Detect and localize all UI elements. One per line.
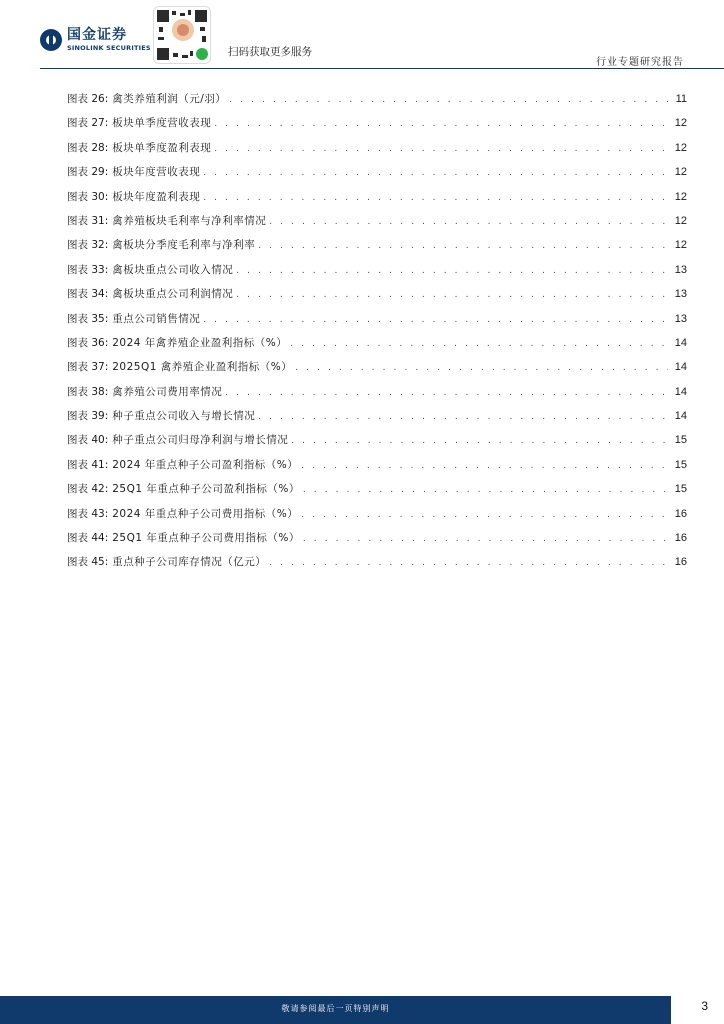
wechat-icon: [196, 48, 208, 60]
toc-entry[interactable]: [67, 359, 687, 383]
toc-leader-dots: [258, 241, 668, 251]
toc-entry-page: 15: [674, 434, 687, 447]
toc-entry-title: 禽养殖公司费用率情况: [112, 385, 223, 398]
toc-entry[interactable]: [67, 408, 687, 432]
toc-entry[interactable]: [67, 554, 687, 578]
toc-entry-title: 种子重点公司归母净利润与增长情况: [112, 434, 289, 447]
toc-entry[interactable]: [67, 384, 687, 408]
toc-entry-label: 图表 37:: [67, 361, 109, 374]
toc-leader-dots: [303, 534, 668, 544]
toc-entry[interactable]: [67, 140, 687, 164]
toc-entry-title: 板块年度盈利表现: [112, 190, 201, 203]
toc-leader-dots: [303, 485, 668, 495]
toc-entry[interactable]: [67, 506, 687, 530]
toc-entry-label: 图表 27:: [67, 117, 109, 130]
toc-entry-page: 14: [674, 385, 687, 398]
toc-entry[interactable]: [67, 237, 687, 261]
toc-entry[interactable]: [67, 311, 687, 335]
toc-entry-label: 图表 30:: [67, 190, 109, 203]
toc-entry-title: 板块年度营收表现: [112, 166, 201, 179]
scan-prompt: 扫码获取更多服务: [228, 46, 312, 58]
toc-entry-page: 15: [674, 458, 687, 471]
toc-leader-dots: [236, 290, 668, 300]
logo-chinese-name: 国金证券: [67, 27, 127, 43]
toc-entry[interactable]: [67, 530, 687, 554]
toc-entry-page: 11: [675, 93, 687, 105]
page-number: 3: [701, 999, 708, 1013]
toc-entry-title: 禽类养殖利润（元/羽）: [112, 93, 227, 105]
toc-entry-label: 图表 43:: [67, 507, 109, 520]
toc-entry[interactable]: [67, 91, 687, 115]
toc-entry-label: 图表 32:: [67, 239, 109, 252]
toc-leader-dots: [203, 193, 668, 203]
toc-leader-dots: [203, 168, 668, 178]
toc-entry[interactable]: [67, 481, 687, 505]
toc-entry[interactable]: [67, 189, 687, 213]
toc-entry-page: 16: [674, 556, 687, 569]
toc-entry-title: 禽板块重点公司收入情况: [112, 263, 234, 276]
toc-entry-title: 禽板块分季度毛利率与净利率: [112, 239, 256, 252]
logo-english-name: SINOLINK SECURITIES: [67, 44, 151, 52]
toc-entry-page: 12: [674, 141, 687, 154]
toc-entry-label: 图表 39:: [67, 410, 109, 423]
toc-leader-dots: [301, 461, 668, 471]
toc-entry-title: 禽养殖板块毛利率与净利率情况: [112, 214, 267, 227]
toc-entry-label: 图表 44:: [67, 532, 109, 545]
toc-leader-dots: [290, 339, 668, 349]
toc-entry-page: 12: [674, 117, 687, 130]
toc-entry-page: 13: [674, 312, 687, 325]
toc-entry-title: 重点公司销售情况: [112, 312, 201, 325]
sinolink-logo: [40, 28, 151, 52]
toc-entry-label: 图表 45:: [67, 556, 109, 569]
toc-entry-title: 2024 年重点种子公司盈利指标（%）: [112, 458, 299, 471]
toc-entry-title: 2024 年重点种子公司费用指标（%）: [112, 507, 299, 520]
toc-entry-page: 12: [674, 166, 687, 179]
logo-text: [67, 28, 151, 52]
toc-entry-title: 种子重点公司收入与增长情况: [112, 410, 256, 423]
toc-entry-title: 25Q1 年重点种子公司费用指标（%）: [112, 532, 300, 545]
toc-entry-title: 25Q1 年重点种子公司盈利指标（%）: [112, 483, 300, 496]
toc-entry-page: 16: [674, 532, 687, 545]
toc-entry-page: 16: [674, 507, 687, 520]
toc-leader-dots: [291, 436, 668, 446]
toc-entry-label: 图表 42:: [67, 483, 109, 496]
toc-leader-dots: [269, 558, 668, 568]
toc-entry-page: 13: [674, 263, 687, 276]
toc-entry[interactable]: [67, 262, 687, 286]
toc-entry-page: 14: [674, 410, 687, 423]
toc-entry[interactable]: [67, 115, 687, 139]
toc-entry-label: 图表 34:: [67, 288, 109, 301]
toc-entry-title: 重点种子公司库存情况（亿元）: [112, 556, 267, 569]
toc-entry-label: 图表 35:: [67, 312, 109, 325]
toc-leader-dots: [258, 412, 668, 422]
toc-leader-dots: [229, 95, 668, 105]
toc-entry-title: 板块单季度盈利表现: [112, 141, 212, 154]
toc-entry-title: 2024 年禽养殖企业盈利指标（%）: [112, 336, 288, 349]
toc-entry-label: 图表 40:: [67, 434, 109, 447]
toc-leader-dots: [214, 144, 668, 154]
toc-entry-label: 图表 26:: [67, 93, 109, 105]
toc-entry-title: 板块单季度营收表现: [112, 117, 212, 130]
toc-entry-label: 图表 28:: [67, 141, 109, 154]
toc-entry[interactable]: [67, 213, 687, 237]
qr-code-icon[interactable]: [153, 6, 211, 64]
toc-leader-dots: [225, 388, 668, 398]
page-header: [0, 0, 724, 70]
sinolink-logo-icon: [40, 29, 62, 51]
toc-entry[interactable]: [67, 164, 687, 188]
toc-entry-page: 13: [674, 288, 687, 301]
toc-leader-dots: [236, 266, 668, 276]
toc-leader-dots: [295, 363, 668, 373]
qr-center-badge: [170, 17, 196, 43]
toc-entry-label: 图表 41:: [67, 458, 109, 471]
toc-entry-page: 14: [674, 336, 687, 349]
toc-entry-page: 15: [674, 483, 687, 496]
header-divider: [40, 68, 724, 69]
toc-entry-page: 12: [674, 214, 687, 227]
toc-entry-title: 禽板块重点公司利润情况: [112, 288, 234, 301]
report-type-label: 行业专题研究报告: [596, 57, 684, 68]
toc-entry[interactable]: [67, 335, 687, 359]
figure-list: [67, 91, 687, 579]
toc-leader-dots: [214, 119, 668, 129]
toc-entry-page: 14: [674, 361, 687, 374]
toc-leader-dots: [301, 510, 668, 520]
toc-entry-label: 图表 31:: [67, 214, 109, 227]
toc-leader-dots: [269, 217, 668, 227]
toc-entry-label: 图表 38:: [67, 385, 109, 398]
toc-entry[interactable]: [67, 286, 687, 310]
toc-entry[interactable]: [67, 432, 687, 456]
toc-entry-label: 图表 36:: [67, 336, 109, 349]
footer-disclaimer[interactable]: 敬请参阅最后一页特别声明: [281, 1004, 390, 1013]
toc-leader-dots: [203, 315, 668, 325]
toc-entry[interactable]: [67, 457, 687, 481]
toc-entry-label: 图表 33:: [67, 263, 109, 276]
toc-entry-page: 12: [674, 190, 687, 203]
toc-entry-title: 2025Q1 禽养殖企业盈利指标（%）: [112, 361, 293, 374]
toc-entry-page: 12: [674, 239, 687, 252]
toc-entry-label: 图表 29:: [67, 166, 109, 179]
